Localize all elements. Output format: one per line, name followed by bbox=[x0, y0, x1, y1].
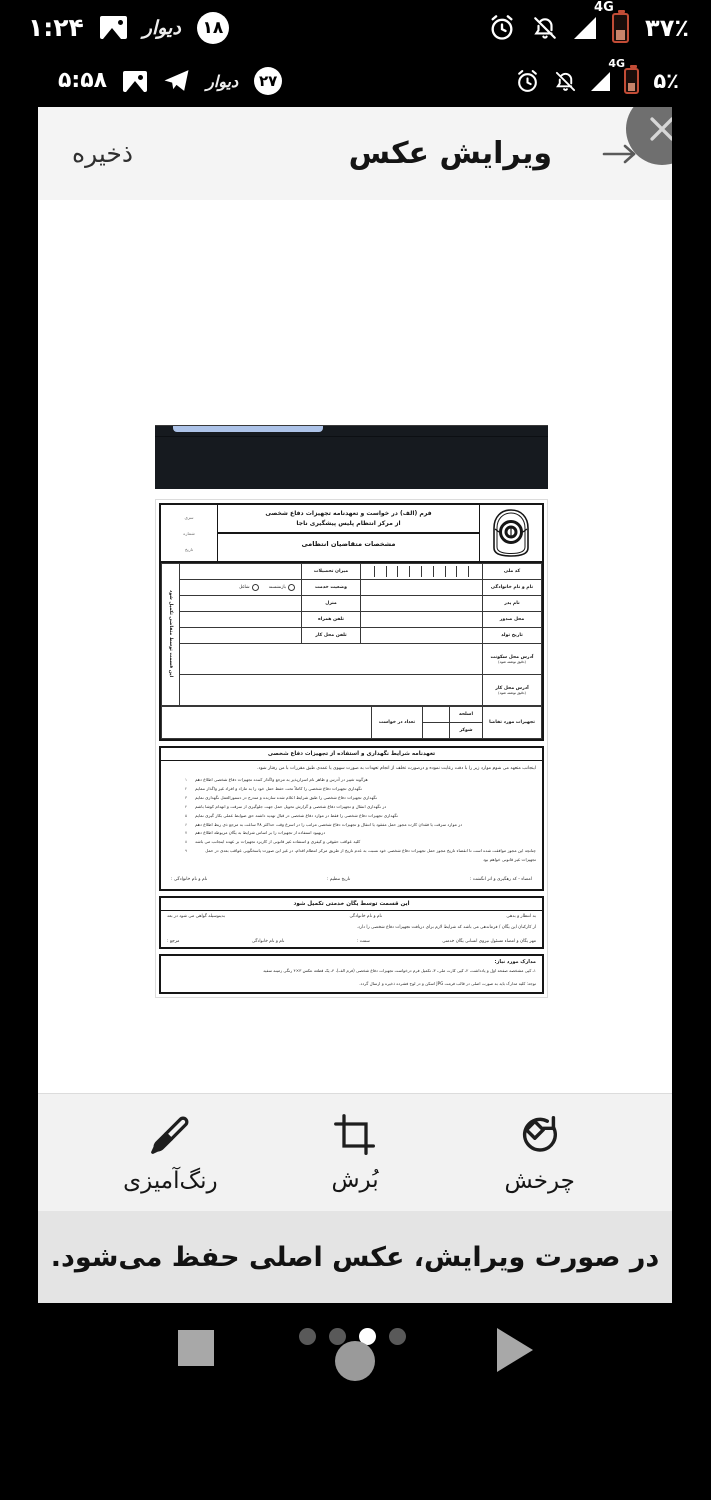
signature-field: تاریخ تنظیم : bbox=[326, 876, 351, 882]
table-row bbox=[162, 612, 542, 628]
table-row bbox=[162, 628, 542, 644]
battery-percent-label: ۳۷٪ bbox=[645, 13, 689, 42]
table-row bbox=[162, 596, 542, 612]
edit-hint-text: در صورت ویرایش، عکس اصلی حفظ می‌شود. bbox=[50, 1241, 660, 1273]
section-side-label: این قسمت توسط متقاضی تکمیل شود bbox=[162, 564, 180, 706]
alarm-clock-icon bbox=[488, 14, 516, 42]
table-row bbox=[162, 644, 542, 675]
unit-field: سمت : bbox=[356, 939, 370, 945]
photo-editor-panel bbox=[38, 107, 672, 1303]
list-item: نگهداری تجهیزات دفاع شخصی را کاملاً تحت حفظ حمل خود را به مازاد و افراد غیر واگذار ننمایم ۲ bbox=[185, 786, 362, 792]
signature-row bbox=[167, 870, 536, 885]
tool-brush[interactable] bbox=[100, 1112, 240, 1194]
national-code-digits bbox=[361, 564, 483, 580]
signature-field: نام و نام خانوادگی : bbox=[171, 876, 208, 882]
photo-icon bbox=[100, 16, 127, 39]
field-value bbox=[180, 564, 302, 580]
list-item: هرگونه تغییر در آدرس و ظاهر نام اسرارپذیر به مرجع واگذار کننده تجهیزات دفاع شخصی اطلاع دهم ۱ bbox=[185, 777, 368, 783]
home-circle-icon[interactable] bbox=[335, 1341, 375, 1381]
naja-police-emblem bbox=[479, 505, 542, 561]
equipment-label: تجهیزات مورد تقاضا bbox=[483, 707, 542, 739]
form-header-box bbox=[159, 503, 544, 741]
system-navigation-bar bbox=[0, 1303, 711, 1500]
status-clock: ۱:۲۴ bbox=[28, 13, 84, 42]
brush-icon bbox=[147, 1112, 193, 1158]
status-bar-secondary bbox=[0, 55, 711, 107]
tool-label: رنگ‌آمیزی bbox=[123, 1167, 218, 1194]
rotate-icon bbox=[517, 1112, 563, 1158]
table-row bbox=[162, 675, 542, 706]
unit-field: نام و نام خانوادگی bbox=[349, 913, 383, 919]
unit-section-box bbox=[159, 896, 544, 950]
stamp-line-1: سری bbox=[184, 514, 194, 520]
battery-percent-label-2: ۵٪ bbox=[653, 68, 679, 93]
divar-app-icon-2: دیوار bbox=[206, 71, 239, 91]
unit-line-3 bbox=[161, 936, 542, 947]
quantity-label: تعداد در خواست bbox=[372, 707, 423, 739]
stamp-line-3: تاریخ bbox=[184, 546, 194, 552]
field-label: تلفن همراه bbox=[302, 612, 361, 628]
page-title: ویرایش عکس bbox=[348, 136, 552, 171]
field-value bbox=[180, 612, 302, 628]
page-dot[interactable] bbox=[329, 1328, 346, 1345]
equipment-type-b: شوکر bbox=[450, 723, 483, 739]
tool-crop[interactable] bbox=[285, 1113, 425, 1193]
screenshot-dark-bar bbox=[155, 425, 548, 489]
field-label: محل صدور bbox=[483, 612, 542, 628]
save-button[interactable]: ذخیره bbox=[72, 139, 134, 168]
page-dot[interactable] bbox=[389, 1328, 406, 1345]
table-row bbox=[162, 707, 542, 723]
photo-icon-2 bbox=[123, 71, 147, 92]
divar-app-icon: دیوار bbox=[142, 16, 181, 39]
page-dot[interactable] bbox=[299, 1328, 316, 1345]
editor-toolbar bbox=[38, 1093, 672, 1211]
edit-hint-bar bbox=[38, 1211, 672, 1303]
radio-option[interactable]: شاغل bbox=[239, 584, 259, 591]
field-value bbox=[361, 612, 483, 628]
tool-label: بُرش bbox=[331, 1166, 379, 1193]
commitment-intro: اینجانب متعهد می شوم موارد زیر را با دقت رعایت نموده و درصورت تخلف از انجام تعهدات به صورت سهوی یا عمدی طبق مقررات با من رفتار شود. bbox=[257, 766, 536, 771]
stamp-line-2: شماره bbox=[183, 530, 195, 536]
signal-4g-icon-2 bbox=[591, 56, 626, 91]
field-value bbox=[361, 628, 483, 644]
field-label: کد ملی bbox=[483, 564, 542, 580]
required-docs-line1: ۱ـ کپی مشخصه صفحه اول و یادداشت، ۲ـ کپی کارت ملی، ۳ـ تکمیل فرم درخواست تجهیزات دفاع شخصی (فرم الف)، ۴ـ یک قطعه عکس ۳×۴ رنگی زمینه سفید bbox=[263, 968, 536, 974]
field-label: وضعیت خدمت bbox=[302, 580, 361, 596]
bell-muted-icon bbox=[532, 14, 558, 42]
field-label: میزان تحصیلات bbox=[302, 564, 361, 580]
table-row bbox=[162, 580, 542, 596]
unit-field: به انتظار و بدهی bbox=[506, 913, 536, 919]
unit-field: بدینوسیله گواهی می شود در بعد bbox=[167, 913, 226, 919]
field-label: تلفن محل کار bbox=[302, 628, 361, 644]
field-label: منزل bbox=[302, 596, 361, 612]
signal-4g-icon bbox=[574, 0, 614, 39]
notification-count-badge-2: ۲۷ bbox=[254, 67, 282, 95]
form-stamp-box bbox=[161, 505, 218, 561]
network-type-label-2: 4G bbox=[608, 56, 626, 70]
required-documents-box bbox=[159, 954, 544, 994]
signature-field: امضاء - کد رهگیری و اثر انگشت : bbox=[469, 876, 532, 882]
field-value bbox=[361, 580, 483, 596]
triangle-back-icon[interactable] bbox=[497, 1328, 533, 1372]
list-item: نگهداری تجهیزات دفاع شخصی را فقط در موارد دفاع شخصی در قبال تهدید داشته حق ضوابط عملی بکار گیری نمایم ۵ bbox=[185, 812, 398, 818]
field-value bbox=[361, 596, 483, 612]
alarm-clock-icon-2 bbox=[515, 69, 540, 94]
commitment-heading: تعهدنامه شرایط نگهداری و استفاده از تجهیزات دفاع شخصی bbox=[161, 748, 542, 761]
form-title-line2: از مرکز انتظام پلیس پیشگیری ناجا bbox=[296, 520, 401, 528]
field-label: نام پدر bbox=[483, 596, 542, 612]
tool-label: چرخش bbox=[504, 1167, 575, 1194]
form-subtitle: مشخصات متقاضیان انتظامی bbox=[301, 539, 396, 548]
network-type-label: 4G bbox=[594, 0, 614, 15]
field-value bbox=[180, 675, 483, 706]
notification-count-badge: ۱۸ bbox=[197, 12, 229, 44]
equipment-type-a: اسلحه bbox=[450, 707, 483, 723]
edited-photo bbox=[155, 425, 548, 998]
square-recents-icon[interactable] bbox=[178, 1330, 214, 1366]
bell-muted-icon-2 bbox=[554, 69, 577, 94]
field-label: تاریخ تولد bbox=[483, 628, 542, 644]
field-value bbox=[423, 723, 450, 739]
table-row bbox=[162, 564, 542, 580]
radio-option[interactable]: بازنشسته bbox=[269, 584, 295, 591]
list-item: دربهبود استفاده از تجهیزات را بر اساس شرایط به یگان مربوطه اطلاع دهم ۷ bbox=[185, 830, 326, 836]
battery-icon-2 bbox=[624, 68, 639, 94]
list-item: چنانچه این مجوز موافقت شده است تا انقضاء تاریخ مجوز حمل تجهیزات دفاع شخصی خود نسبت به عدم تاریخ از طریق مرکز انتظام اقدام، در غیر این صورت پاسخگویی عواقب بعدی در حمل تجهیزات غیر قانونی خواهم بود ۹ bbox=[185, 847, 536, 862]
form-title-line1: فرم (الف) در خواست و تعهدنامه تجهیزات دفاع شخصی bbox=[265, 510, 432, 517]
field-value bbox=[180, 644, 483, 675]
field-value bbox=[180, 596, 302, 612]
unit-line-1 bbox=[161, 911, 542, 922]
field-value bbox=[180, 628, 302, 644]
commitment-box bbox=[159, 746, 544, 891]
list-item: در موارد سرقت یا فقدان کارت مجوز حمل مفقود یا انتقال و تجهیزات دفاع شخصی مراتب را در اسرع وقت حداکثر ۴۸ ساعت به مرجع ذی ربط اطلاع دهم ۶ bbox=[185, 821, 463, 827]
unit-line-2: از کارکنان این یگان / فرماندهی می باشد که شرایط لازم برای دریافت تجهیزات دفاع شخصی را دارد. bbox=[356, 924, 536, 930]
field-label: نام و نام خانوادگی bbox=[483, 580, 542, 596]
service-status-radios bbox=[180, 580, 302, 596]
required-docs-line2: توجه: کلیه مدارک باید به صورت اصلی در قالب فرمت JPG اسکن و در لوح فشرده ذخیره و ارسال گردد. bbox=[359, 981, 536, 987]
radio-circle[interactable] bbox=[288, 584, 295, 591]
unit-field: مهر یگان و امضاء مسئول نیروی انسانی یگان خدمتی bbox=[442, 939, 536, 945]
unit-field: نام و نام خانوادگی bbox=[251, 939, 285, 945]
address-label: آدرس محل کار (دقیق نوشته شود) bbox=[483, 675, 542, 706]
field-value bbox=[423, 707, 450, 723]
required-docs-heading: مدارک مورد نیاز: bbox=[494, 959, 536, 966]
address-label: آدرس محل سکونت (دقیق نوشته شود) bbox=[483, 644, 542, 675]
applicant-info-table bbox=[161, 563, 542, 706]
unit-field: مرجع : bbox=[167, 939, 180, 945]
crop-icon bbox=[333, 1113, 377, 1157]
commitment-clause-list bbox=[167, 776, 536, 864]
tool-rotate[interactable] bbox=[470, 1112, 610, 1194]
unit-section-heading: این قسمت توسط یگان خدمتی تکمیل شود bbox=[161, 898, 542, 911]
image-canvas[interactable] bbox=[38, 200, 672, 1093]
telegram-icon bbox=[163, 69, 190, 93]
list-item: نگهداری تجهیزات دفاع شخصی را طبق شرایط اعلام شده سازنده و مندرج در دستورالعمل نگهداری نمایم ۳ bbox=[185, 795, 378, 801]
editor-header bbox=[38, 107, 672, 200]
battery-icon bbox=[612, 13, 629, 43]
status-clock-2: ۵:۵۸ bbox=[58, 68, 108, 93]
list-item: کلیه عواقب حقوقی و کیفری و استفاده غیر قانونی از کاربرد تجهیزات بر عهده اینجانب می باشد ۸ bbox=[185, 839, 361, 845]
status-bar-primary bbox=[0, 0, 711, 55]
equipment-request-table bbox=[161, 706, 542, 739]
list-item: در نگهداری انتقال و تجهیزات دفاع شخصی و گزارش تحویل حمل جهت جلوگیری از سرقت و انهدام کوشا باشم ۴ bbox=[185, 803, 387, 809]
scanned-form bbox=[155, 499, 548, 998]
radio-circle[interactable] bbox=[252, 584, 259, 591]
field-value bbox=[162, 707, 372, 739]
